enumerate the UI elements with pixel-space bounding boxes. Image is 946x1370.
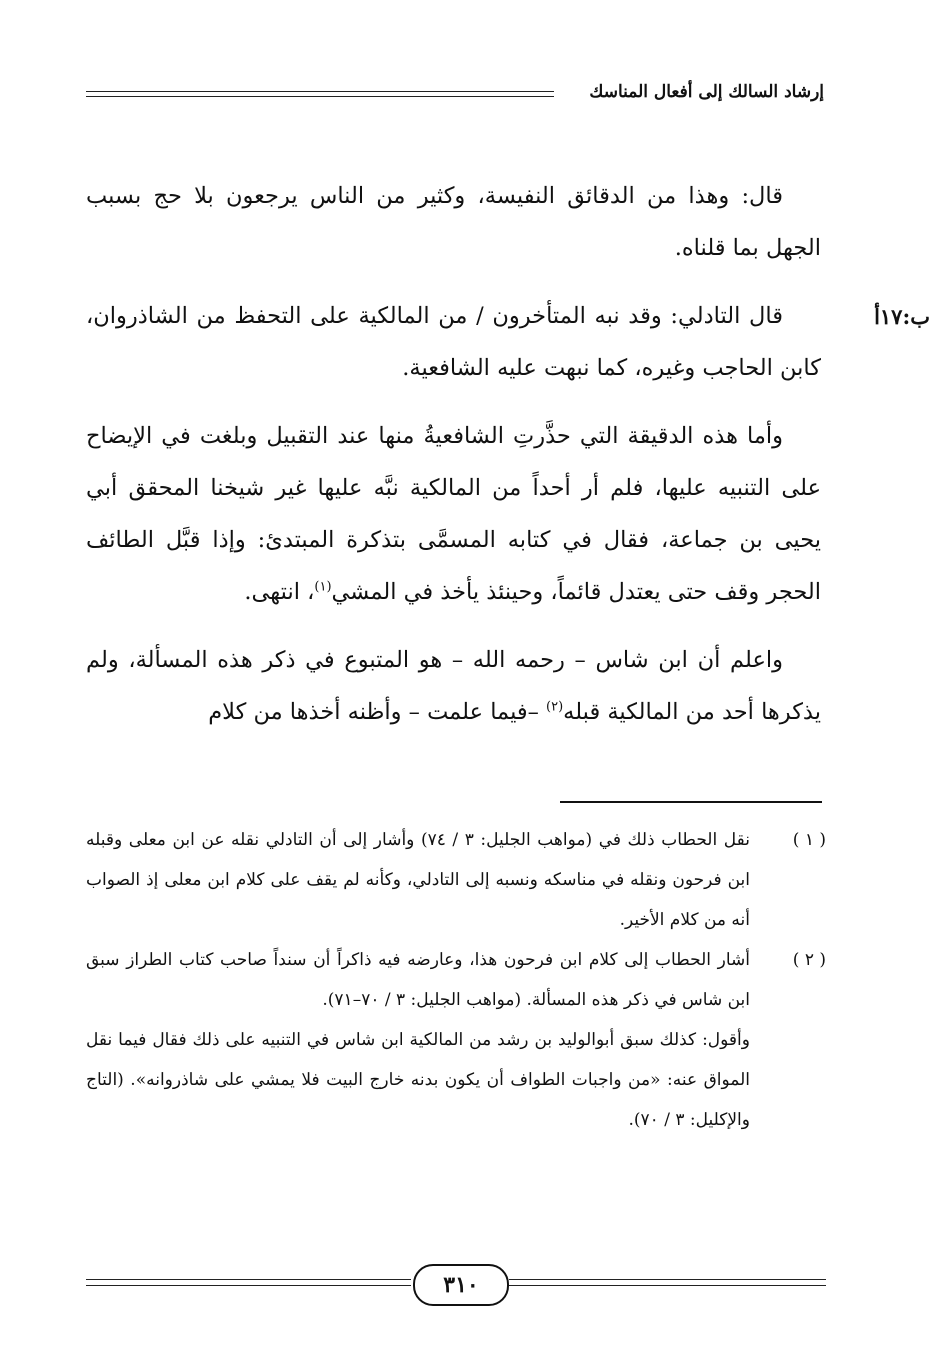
book-title: إرشاد السالك إلى أفعال المناسك: [581, 82, 824, 102]
footnote-body: [86, 940, 750, 1140]
footnote-body: [86, 820, 750, 940]
paragraph-text: –فيما علمت – وأظنه أخذها من كلام: [208, 699, 547, 725]
page-number: ٣١٠: [413, 1264, 509, 1306]
paragraph-text: واعلم أن ابن شاس – رحمه الله – هو المتبوع في ذكر هذه المسألة، ولم يذكرها أحد من المالكية قبله: [86, 647, 821, 725]
footnote-mark: (٢): [546, 699, 564, 715]
paragraph-text: وأما هذه الدقيقة التي حذَّرتِ الشافعيةُ منها عند التقبيل وبلغت في الإيضاح على التنبيه عليها، فلم أر أحداً من المالكية نبَّه عليها غير شيخنا المحقق أبي يحيى بن جماعة، فقال في كتابه المسمَّى بتذكرة المبتدئ: وإذا قبَّل الطائف الحجر وقف حتى يعتدل قائماً، وحينئذ يأخذ في المشي: [86, 423, 821, 605]
paragraph: قال: وهذا من الدقائق النفيسة، وكثير من الناس يرجعون بلا حج بسبب الجهل بما قلناه.: [86, 183, 821, 261]
main-text: [86, 170, 821, 754]
footer-rule: [509, 1285, 826, 1286]
running-header: [86, 80, 824, 110]
footnote-mark: (١): [314, 579, 332, 595]
paragraph: [86, 634, 821, 738]
paragraph-text: ، انتهى.: [244, 579, 315, 605]
footnotes: [86, 820, 826, 1140]
footnote: [86, 820, 826, 940]
manuscript-folio-ref: ب:١٧أ: [874, 304, 930, 329]
footnote-number: ( ١ ): [792, 830, 826, 850]
footnote-text: وأقول: كذلك سبق أبوالوليد بن رشد من المالكية ابن شاس في التنبيه على ذلك فقال فيما نقل المواق عنه: «من واجبات الطواف أن يكون بدنه خارج البيت فلا يمشي على شاذروانه». (التاج والإكليل: ٣ / ٧٠).: [86, 1030, 750, 1130]
footer-rule: [86, 1285, 411, 1286]
paragraph: قال التادلي: وقد نبه المتأخرون / من المالكية على التحفظ من الشاذروان، كابن الحاجب وغيره، كما نبهت عليه الشافعية.: [86, 303, 821, 381]
footnote-text: نقل الحطاب ذلك في (مواهب الجليل: ٣ / ٧٤) وأشار إلى أن التادلي نقله عن ابن معلى وقبله ابن فرحون ونقله في مناسكه ونسبه إلى التادلي، وكأنه لم يقف على كلام ابن معلى إذ الصواب أنه من كلام الأخير.: [86, 830, 750, 930]
footer-rule: [86, 1279, 411, 1280]
footnote-text: أشار الحطاب إلى كلام ابن فرحون هذا، وعارضه فيه ذاكراً أن سنداً صاحب كتاب الطراز سبق ابن شاس في ذكر هذه المسألة. (مواهب الجليل: ٣ / ٧٠–٧١).: [86, 950, 750, 1010]
footnote: [86, 940, 826, 1140]
footnote-number: ( ٢ ): [792, 950, 826, 970]
paragraph: [86, 410, 821, 618]
footer-rule: [509, 1279, 826, 1280]
header-rule: [86, 96, 554, 97]
header-rule: [86, 91, 554, 92]
footnote-separator: [560, 801, 822, 803]
